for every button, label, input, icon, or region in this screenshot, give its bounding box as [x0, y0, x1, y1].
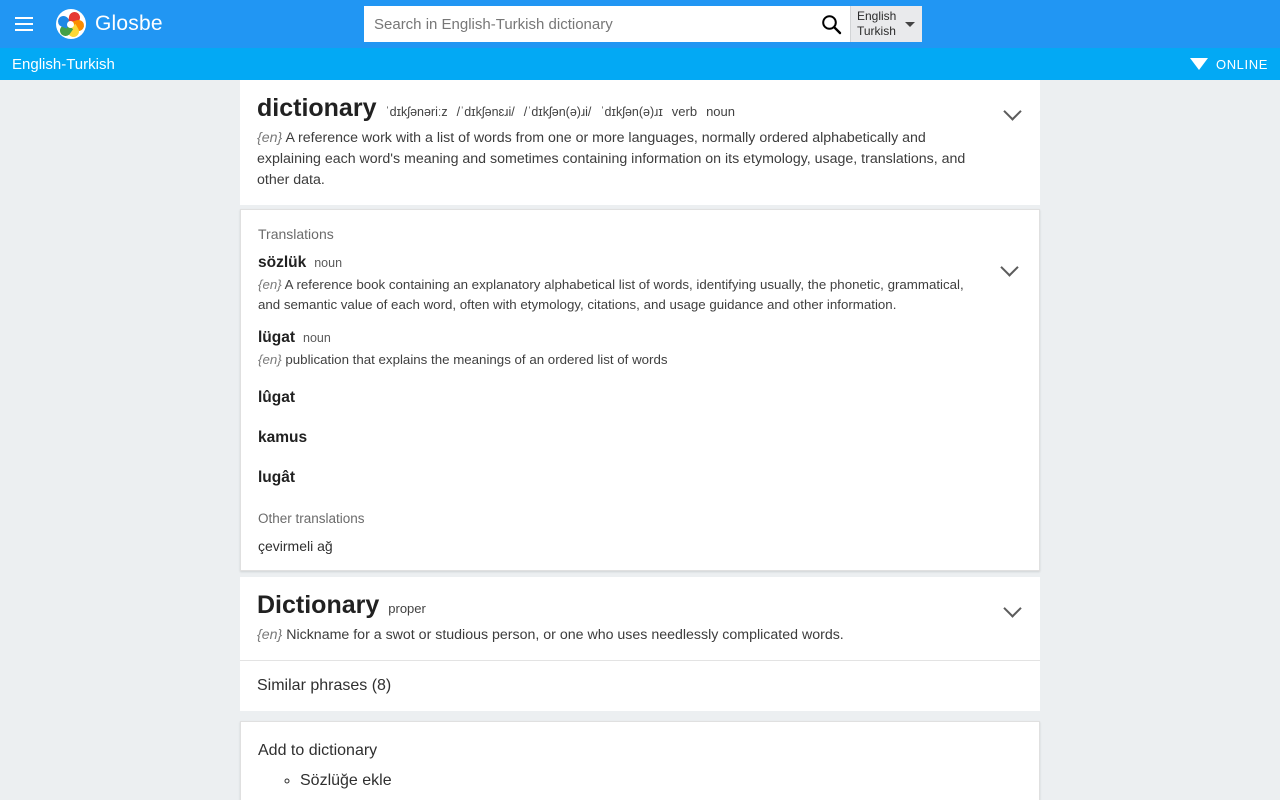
similar-phrases-link[interactable]: Similar phrases (8) [240, 660, 1040, 711]
entry-dictionary [240, 80, 1040, 205]
chevron-down-icon[interactable] [1004, 599, 1022, 617]
chevron-down-icon[interactable] [1004, 102, 1022, 120]
translation-pos: noun [314, 256, 343, 270]
wifi-icon [1190, 58, 1208, 70]
language-pair-label[interactable]: English-Turkish [12, 55, 115, 73]
translation-item[interactable] [241, 378, 1039, 418]
other-translation-item[interactable]: çevirmeli ağ [258, 538, 333, 554]
language-target: Turkish [857, 24, 896, 38]
translation-definition [258, 275, 978, 315]
ipa-2: /ˈdɪkʃənɛɹi/ [456, 105, 515, 119]
list-item[interactable]: ◦ Sözlüğe ekle [300, 768, 1022, 794]
brand-name: Glosbe [95, 12, 163, 35]
sub-bar [0, 48, 1280, 80]
status-badge [1190, 57, 1268, 72]
pos-verb: verb [671, 104, 698, 119]
translation-pos: noun [303, 331, 331, 345]
add-to-dictionary-list [258, 768, 1022, 794]
entry-header [257, 94, 1020, 123]
translation-item[interactable] [241, 323, 1039, 378]
lang-tag: {en} [257, 627, 283, 643]
entry-headword: Dictionary [257, 591, 380, 619]
lang-tag: {en} [257, 130, 283, 146]
translation-word[interactable]: kamus [258, 429, 308, 446]
search-area [364, 6, 922, 42]
results-column [240, 80, 1040, 800]
top-bar [0, 0, 1280, 48]
ipa-3: /ˈdɪkʃən(ə)ɹi/ [523, 105, 592, 119]
entry-pos: proper [388, 601, 426, 616]
chevron-down-icon[interactable] [905, 22, 915, 27]
lang-tag: {en} [258, 352, 282, 367]
search-box[interactable] [364, 6, 850, 42]
add-to-dictionary-title: Add to dictionary [258, 742, 378, 759]
search-input[interactable] [372, 6, 818, 42]
lang-tag: {en} [258, 277, 282, 292]
entry-dictionary-proper [240, 577, 1040, 660]
definition-text: A reference book containing an explanatory alphabetical list of words, identifying usually, the phonetic, grammatical, and semantic value of each word, often with etymology, citations, and usage guidance and other information. [258, 277, 964, 312]
definition-text: publication that explains the meanings of an ordered list of words [285, 352, 668, 367]
status-label: ONLINE [1215, 56, 1268, 72]
add-to-dictionary-card [240, 721, 1040, 800]
translation-item[interactable] [241, 458, 1039, 498]
glosbe-logo-icon [56, 9, 86, 39]
translation-word[interactable]: sözlük [258, 254, 307, 271]
language-source: English [857, 9, 897, 23]
definition-text: Nickname for a swot or studious person, or one who uses needlessly complicated words. [286, 627, 844, 643]
entry-definition [257, 625, 987, 646]
entry-definition [257, 128, 987, 191]
hamburger-icon[interactable] [0, 0, 48, 48]
pos-noun: noun [706, 104, 735, 119]
translation-item[interactable] [241, 418, 1039, 458]
translation-word[interactable]: lugât [258, 469, 296, 486]
other-translations-label: Other translations [258, 511, 365, 526]
translation-word[interactable]: lügat [258, 329, 296, 346]
ipa-4: ˈdɪkʃən(ə)ɹɪ [600, 105, 663, 119]
translation-item[interactable] [241, 248, 1039, 323]
translations-card [240, 209, 1040, 571]
translation-definition [258, 350, 978, 370]
ipa-1: ˈdɪkʃənəriːz [385, 105, 448, 119]
search-icon[interactable] [818, 11, 844, 37]
translation-word[interactable]: lûgat [258, 389, 296, 406]
page-title: dictionary [257, 94, 377, 122]
content-area [0, 80, 1280, 800]
brand-logo-link[interactable] [56, 9, 163, 39]
definition-text: A reference work with a list of words from one or more languages, normally ordered alphabetically and explaining each word's meaning and sometimes containing information on its etymology, usage, translations, and other data. [257, 130, 966, 188]
language-selector[interactable] [850, 6, 922, 42]
chevron-down-icon[interactable] [1001, 258, 1019, 276]
translations-label: Translations [258, 226, 334, 242]
